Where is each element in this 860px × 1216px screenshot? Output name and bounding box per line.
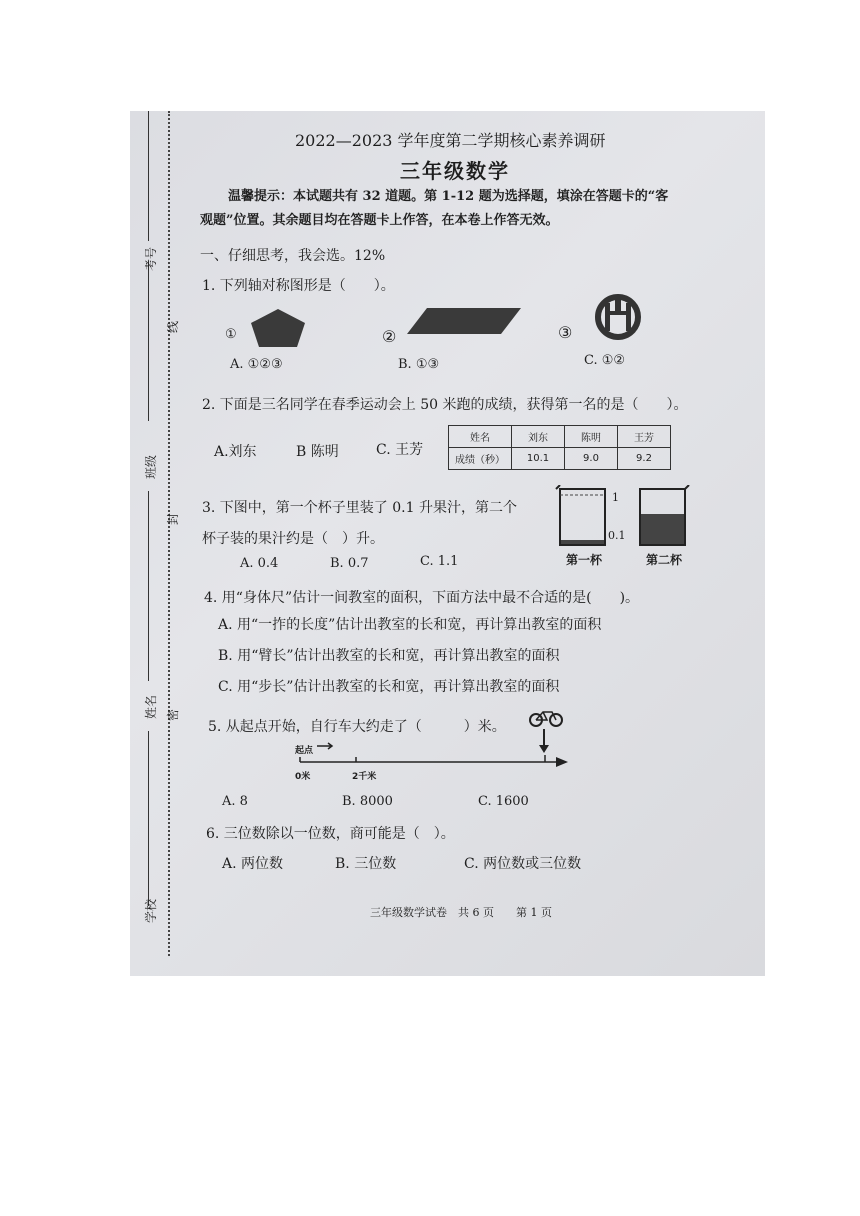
margin-line [148,261,149,421]
bank-logo-figure [590,293,646,341]
q3-stem-line-1: 3. 下图中，第一个杯子里装了 0.1 升果汁，第二个 [202,500,517,516]
q3-option-b: B. 0.7 [330,556,369,571]
side-label-feng: 封 [166,512,180,525]
q6-stem: 6. 三位数除以一位数，商可能是（ ）。 [206,826,455,842]
page-footer: 三年级数学试卷 共 6 页 第 1 页 [370,906,552,919]
exam-title: 2022—2023 学年度第二学期核心素养调研 [295,131,606,150]
section-heading: 一、仔细思考，我会选。12% [200,248,386,264]
q1-stem: 1. 下列轴对称图形是（ ）。 [202,278,395,294]
q6-option-a: A. 两位数 [222,856,284,872]
side-label-xian: 线 [166,320,180,333]
table-cell: 刘东 [512,426,565,448]
side-label-xuexiao: 学校 [144,898,158,923]
q2-score-table [448,425,671,470]
table-cell: 9.2 [618,448,671,470]
pentagon-figure [248,307,308,349]
tip-line-1: 温馨提示：本试题共有 32 道题。第 1-12 题为选择题，填涂在答题卡的“客 [228,189,669,204]
q2-option-c: C. 王芳 [376,442,424,458]
q5-option-a: A. 8 [222,794,248,809]
q4-option-b: B. 用“臂长”估计出教室的长和宽，再计算出教室的面积 [218,648,560,664]
number-line [290,741,570,771]
q4-stem: 4. 用“身体尺”估计一间教室的面积，下面方法中最不合适的是( )。 [204,590,640,606]
tick-2km-label: 2千米 [352,772,377,782]
margin-line [148,111,149,241]
cup2-label: 第二杯 [646,553,683,567]
q3-option-a: A. 0.4 [240,556,279,571]
q2-stem: 2. 下面是三名同学在春季运动会上 50 米跑的成绩，获得第一名的是（ ）。 [202,397,688,413]
start-label: 起点 [295,746,314,756]
side-label-xingming: 姓名 [144,694,158,719]
q3-option-c: C. 1.1 [420,554,459,569]
q4-option-c: C. 用“步长”估计出教室的长和宽，再计算出教室的面积 [218,679,560,695]
cup-mark-0-1: 0.1 [608,529,626,542]
table-cell: 成绩（秒） [449,448,512,470]
q1-option-a: A. ①②③ [230,357,283,372]
tip-line-2: 观题”位置。其余题目均在答题卡上作答，在本卷上作答无效。 [200,213,559,228]
tick-0-label: 0米 [295,772,311,782]
cup-mark-1: 1 [612,491,619,504]
side-label-mi: 密 [166,708,180,721]
table-row [449,426,671,448]
q1-option-b: B. ①③ [398,357,440,372]
table-cell: 9.0 [565,448,618,470]
q6-option-b: B. 三位数 [335,856,397,872]
q2-option-b: B 陈明 [296,444,339,460]
exam-subtitle: 三年级数学 [400,159,510,183]
margin-line [148,491,149,681]
q3-stem-line-2: 杯子装的果汁约是（ ）升。 [202,531,384,547]
q5-stem: 5. 从起点开始，自行车大约走了（ ）米。 [208,719,506,735]
parallelogram-figure [405,307,523,335]
table-cell: 陈明 [565,426,618,448]
q4-option-a: A. 用“一拃的长度”估计出教室的长和宽，再计算出教室的面积 [218,617,602,633]
table-cell: 王芳 [618,426,671,448]
q5-option-b: B. 8000 [342,794,393,809]
q1-option-c: C. ①② [584,353,626,368]
binding-dotted-line [168,111,170,956]
cup1-label: 第一杯 [566,553,603,567]
exam-page-photo [130,111,765,976]
table-cell: 10.1 [512,448,565,470]
side-label-kaohao: 考号 [144,246,158,271]
q1-label-2: ② [382,327,397,346]
q2-option-a: A.刘东 [214,444,257,460]
side-label-banji: 班级 [144,454,158,479]
q1-label-3: ③ [558,323,573,342]
table-row [449,448,671,470]
q1-label-1: ① [225,327,237,342]
q5-option-c: C. 1600 [478,794,529,809]
q6-option-c: C. 两位数或三位数 [464,856,582,872]
table-cell: 姓名 [449,426,512,448]
margin-line [148,731,149,906]
